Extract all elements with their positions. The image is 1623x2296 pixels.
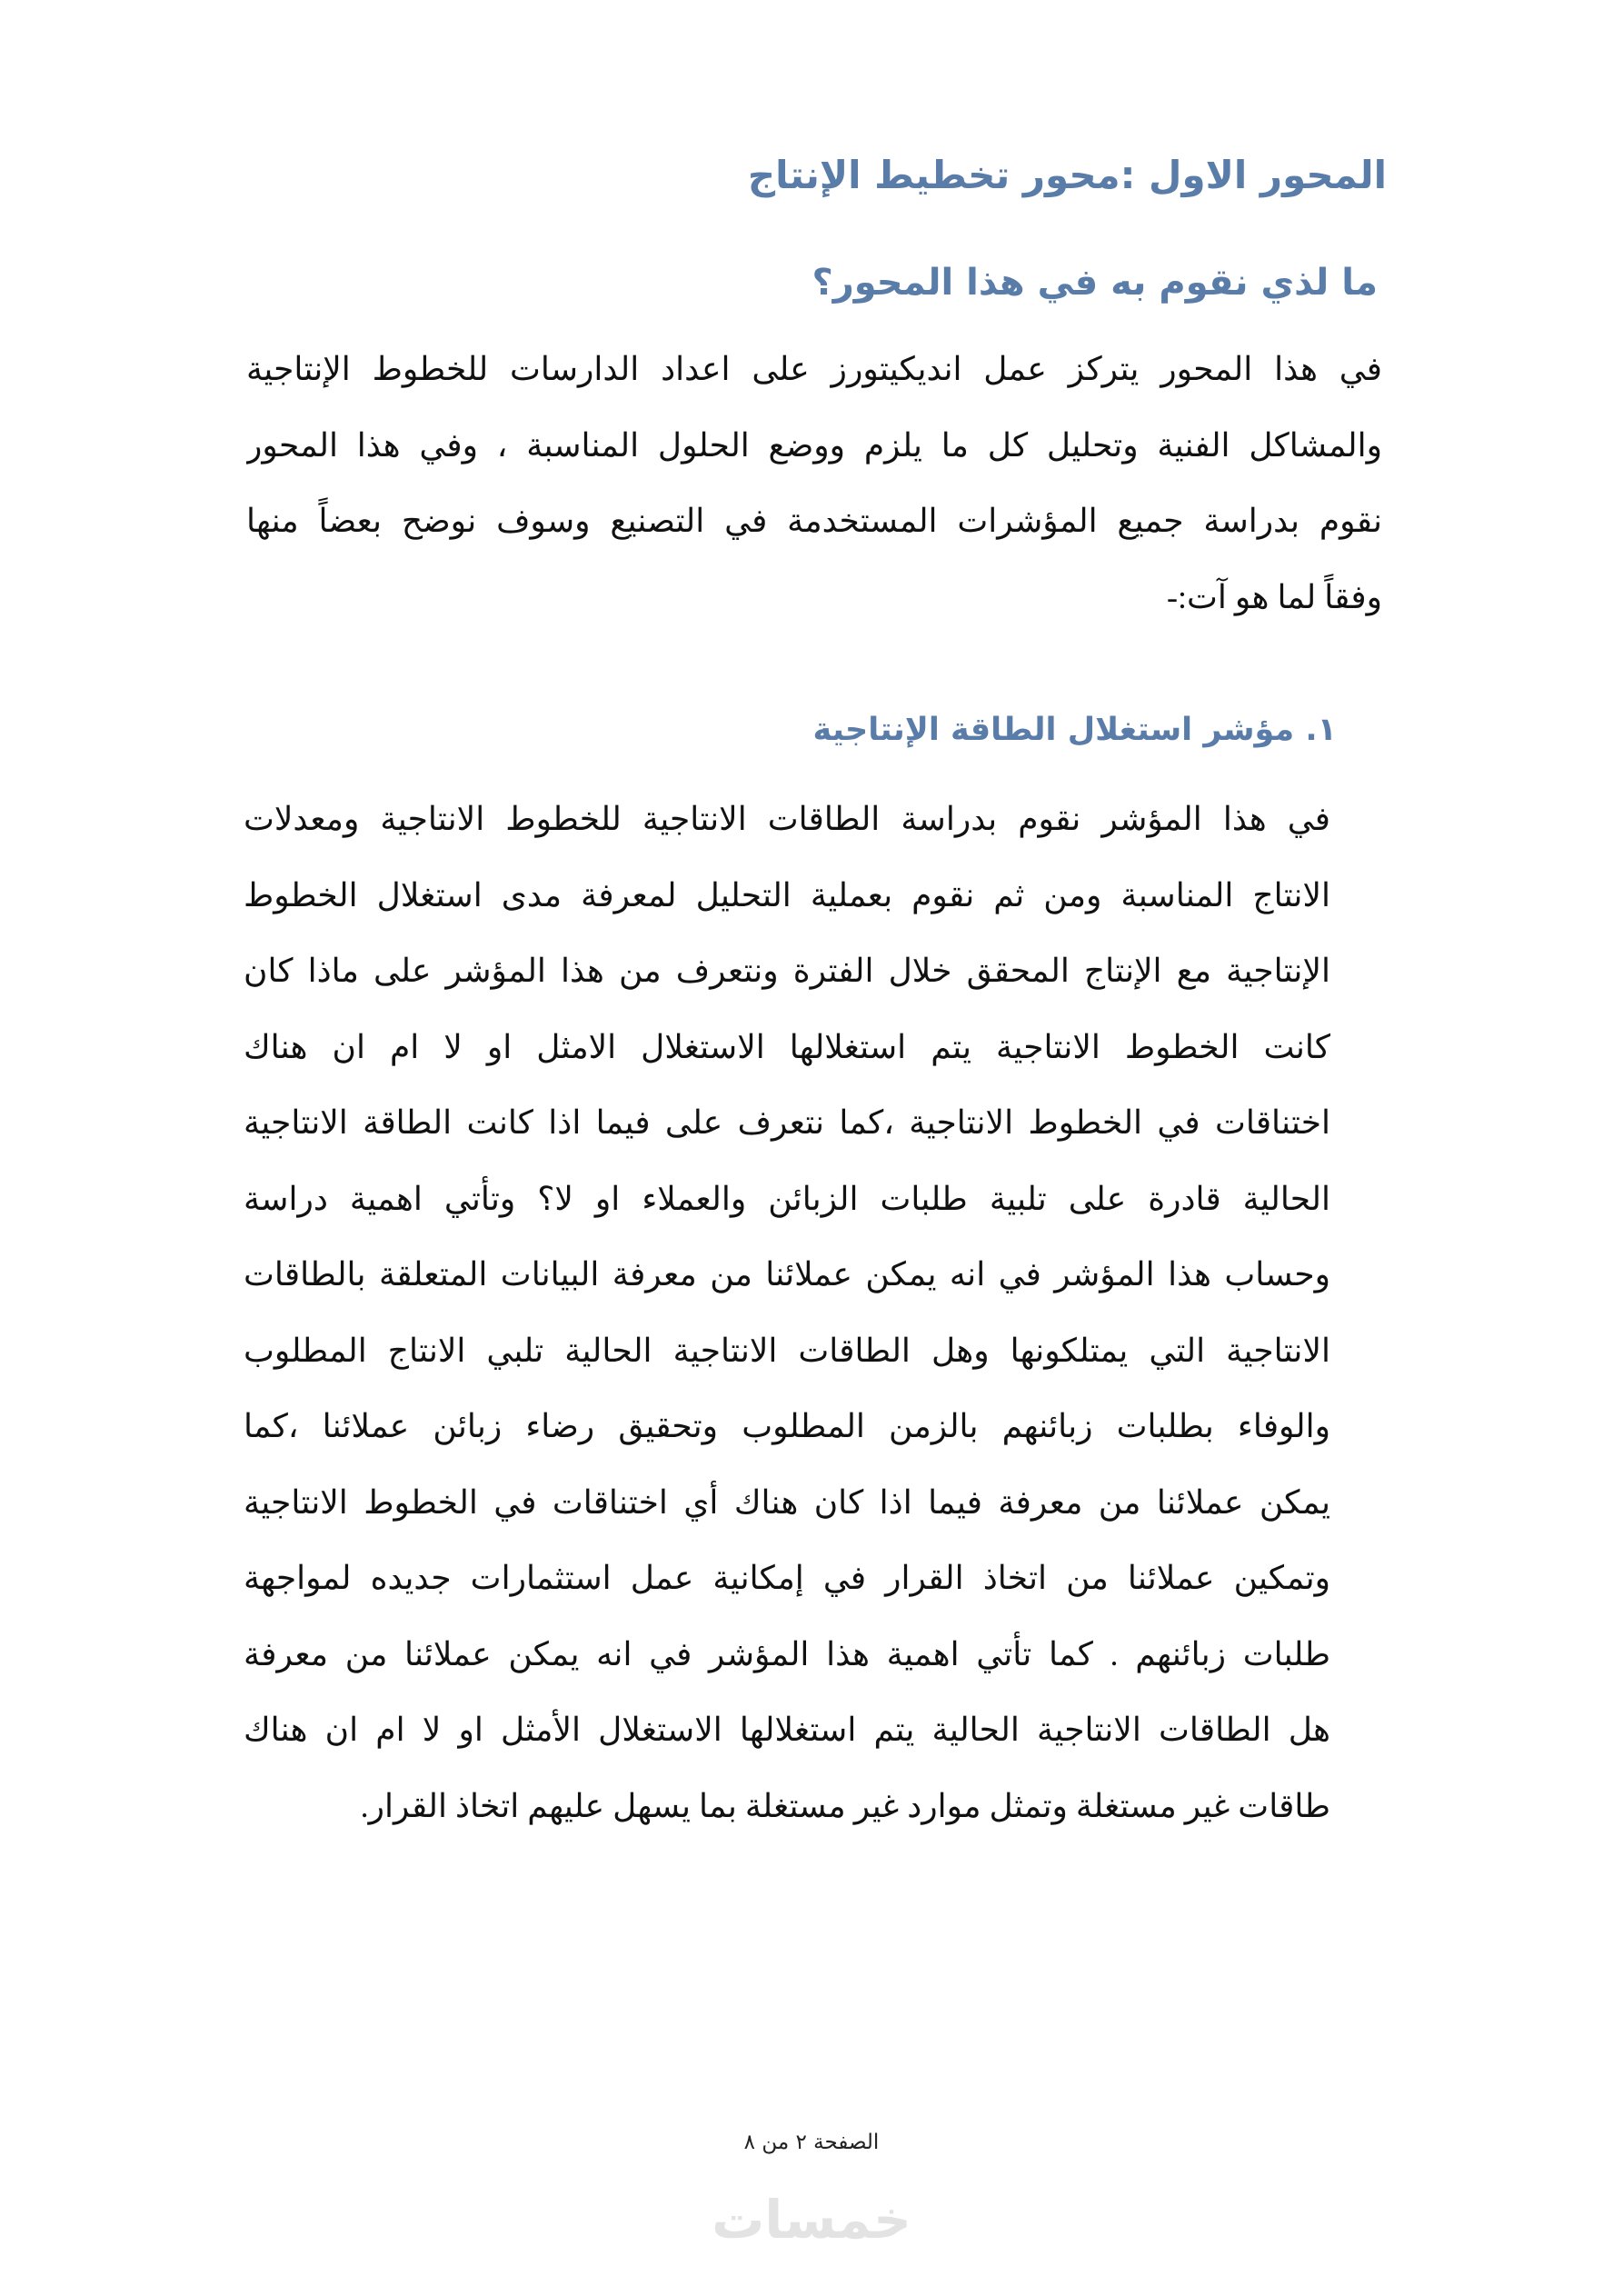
section-line: كانت الخطوط الانتاجية يتم استغلالها الاستغلال الامثل او لا ام ان هناك <box>244 1028 1330 1065</box>
section-line: وحساب هذا المؤشر في انه يمكن عملائنا من معرفة البيانات المتعلقة بالطاقات <box>244 1256 1330 1293</box>
section-line: طاقات غير مستغلة وتمثل موارد غير مستغلة بما يسهل عليهم اتخاذ القرار. <box>360 1787 1330 1824</box>
section-line: وتمكين عملائنا من اتخاذ القرار في إمكانية عمل استثمارات جديده لمواجهة <box>244 1560 1330 1596</box>
section-line: اختناقات في الخطوط الانتاجية ،كما نتعرف على فيما اذا كانت الطاقة الانتاجية <box>244 1104 1330 1141</box>
page-title: المحور الاول :محور تخطيط الإنتاج <box>747 153 1387 197</box>
section-line: يمكن عملائنا من معرفة فيما اذا كان هناك أي اختناقات في الخطوط الانتاجية <box>244 1483 1330 1521</box>
section-heading: ١. مؤشر استغلال الطاقة الإنتاجية <box>812 712 1337 748</box>
section-line: في هذا المؤشر نقوم بدراسة الطاقات الانتاجية للخطوط الانتاجية ومعدلات <box>244 801 1330 837</box>
intro-line: والمشاكل الفنية وتحليل كل ما يلزم ووضع الحلول المناسبة ، وفي هذا المحور <box>246 426 1382 464</box>
section-line: طلبات زبائنهم . كما تأتي اهمية هذا المؤشر في انه يمكن عملائنا من معرفة <box>244 1635 1330 1672</box>
section-line: الإنتاجية مع الإنتاج المحقق خلال الفترة ونتعرف من هذا المؤشر على ماذا كان <box>244 953 1330 989</box>
section-line: الحالية قادرة على تلبية طلبات الزبائن والعملاء او لا؟ وتأتي اهمية دراسة <box>244 1180 1330 1217</box>
intro-line: في هذا المحور يتركز عمل انديكيتورز على اعداد الدارسات للخطوط الإنتاجية <box>246 351 1382 387</box>
intro-line: وفقاً لما هو آت:- <box>1167 578 1382 615</box>
section-line: الانتاج المناسبة ومن ثم نقوم بعملية التحليل لمعرفة مدى استغلال الخطوط <box>244 876 1330 913</box>
watermark-logo: خمسات <box>712 2189 911 2251</box>
section-line: هل الطاقات الانتاجية الحالية يتم استغلالها الاستغلال الأمثل او لا ام ان هناك <box>244 1712 1330 1748</box>
intro-line: نقوم بدراسة جميع المؤشرات المستخدمة في التصنيع وسوف نوضح بعضاً منها <box>246 503 1382 539</box>
section-paragraph <box>244 782 1330 1844</box>
section-line: والوفاء بطلبات زبائنهم بالزمن المطلوب وتحقيق رضاء زبائن عملائنا ،كما <box>244 1408 1330 1444</box>
page-subtitle: ما لذي نقوم به في هذا المحور؟ <box>812 262 1378 304</box>
intro-paragraph <box>246 332 1382 635</box>
section-line: الانتاجية التي يمتلكونها وهل الطاقات الانتاجية الحالية تلبي الانتاج المطلوب <box>244 1332 1330 1369</box>
page-number: الصفحة ٢ من ٨ <box>743 2131 880 2154</box>
